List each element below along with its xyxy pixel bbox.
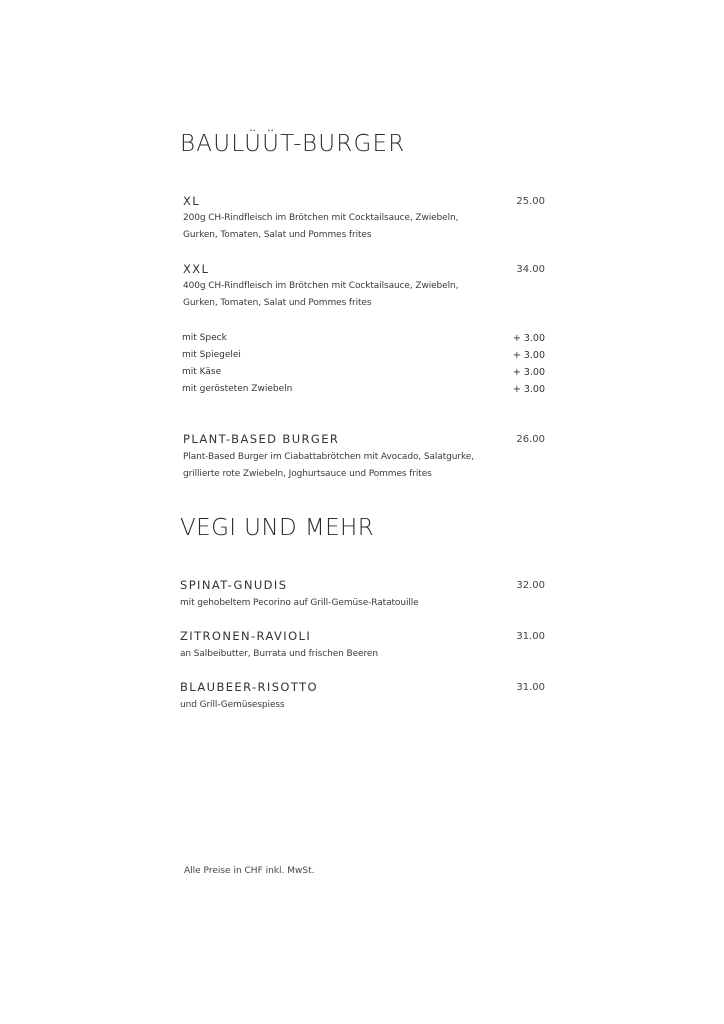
item-name-blaubeer-risotto: BLAUBEER-RISOTTO bbox=[180, 680, 318, 694]
item-price-xl: 25.00 bbox=[516, 196, 545, 207]
item-price-zitronen-ravioli: 31.00 bbox=[516, 631, 545, 642]
item-name-zitronen-ravioli: ZITRONEN-RAVIOLI bbox=[180, 629, 312, 643]
item-price-blaubeer-risotto: 31.00 bbox=[516, 682, 545, 693]
item-desc-spinat-gnudis: mit gehobeltem Pecorino auf Grill-Gemüse-Ratatouille bbox=[180, 598, 419, 608]
item-desc-xxl-line2: Gurken, Tomaten, Salat und Pommes frites bbox=[183, 298, 372, 308]
item-price-xxl: 34.00 bbox=[516, 264, 545, 275]
item-desc-plant-based-line2: grillierte rote Zwiebeln, Joghurtsauce und Pommes frites bbox=[183, 469, 432, 479]
item-price-spinat-gnudis: 32.00 bbox=[516, 580, 545, 591]
addon-price-spiegelei: + 3.00 bbox=[512, 350, 545, 361]
item-desc-xl-line2: Gurken, Tomaten, Salat und Pommes frites bbox=[183, 230, 372, 240]
addon-spiegelei: mit Spiegelei bbox=[182, 350, 241, 360]
item-name-spinat-gnudis: SPINAT-GNUDIS bbox=[180, 578, 288, 592]
item-desc-zitronen-ravioli: an Salbeibutter, Burrata und frischen Beeren bbox=[180, 649, 378, 659]
item-name-xl: XL bbox=[183, 194, 201, 208]
addon-kaese: mit Käse bbox=[182, 367, 222, 377]
addon-zwiebeln: mit gerösteten Zwiebeln bbox=[182, 384, 293, 394]
addon-price-zwiebeln: + 3.00 bbox=[512, 384, 545, 395]
section-title-vegi: VEGI UND MEHR bbox=[180, 515, 375, 541]
item-desc-xl-line1: 200g CH-Rindfleisch im Brötchen mit Cocktailsauce, Zwiebeln, bbox=[183, 213, 459, 223]
item-name-xxl: XXL bbox=[183, 262, 210, 276]
footnote: Alle Preise in CHF inkl. MwSt. bbox=[184, 866, 315, 876]
item-price-plant-based: 26.00 bbox=[516, 434, 545, 445]
section-title-burger: BAULÜÜT-BURGER bbox=[180, 131, 406, 157]
addon-price-kaese: + 3.00 bbox=[512, 367, 545, 378]
addon-price-speck: + 3.00 bbox=[512, 333, 545, 344]
item-desc-xxl-line1: 400g CH-Rindfleisch im Brötchen mit Cocktailsauce, Zwiebeln, bbox=[183, 281, 459, 291]
addon-speck: mit Speck bbox=[182, 333, 227, 343]
item-name-plant-based: PLANT-BASED BURGER bbox=[183, 432, 340, 446]
item-desc-plant-based-line1: Plant-Based Burger im Ciabattabrötchen mit Avocado, Salatgurke, bbox=[183, 452, 474, 462]
item-desc-blaubeer-risotto: und Grill-Gemüsespiess bbox=[180, 700, 285, 710]
